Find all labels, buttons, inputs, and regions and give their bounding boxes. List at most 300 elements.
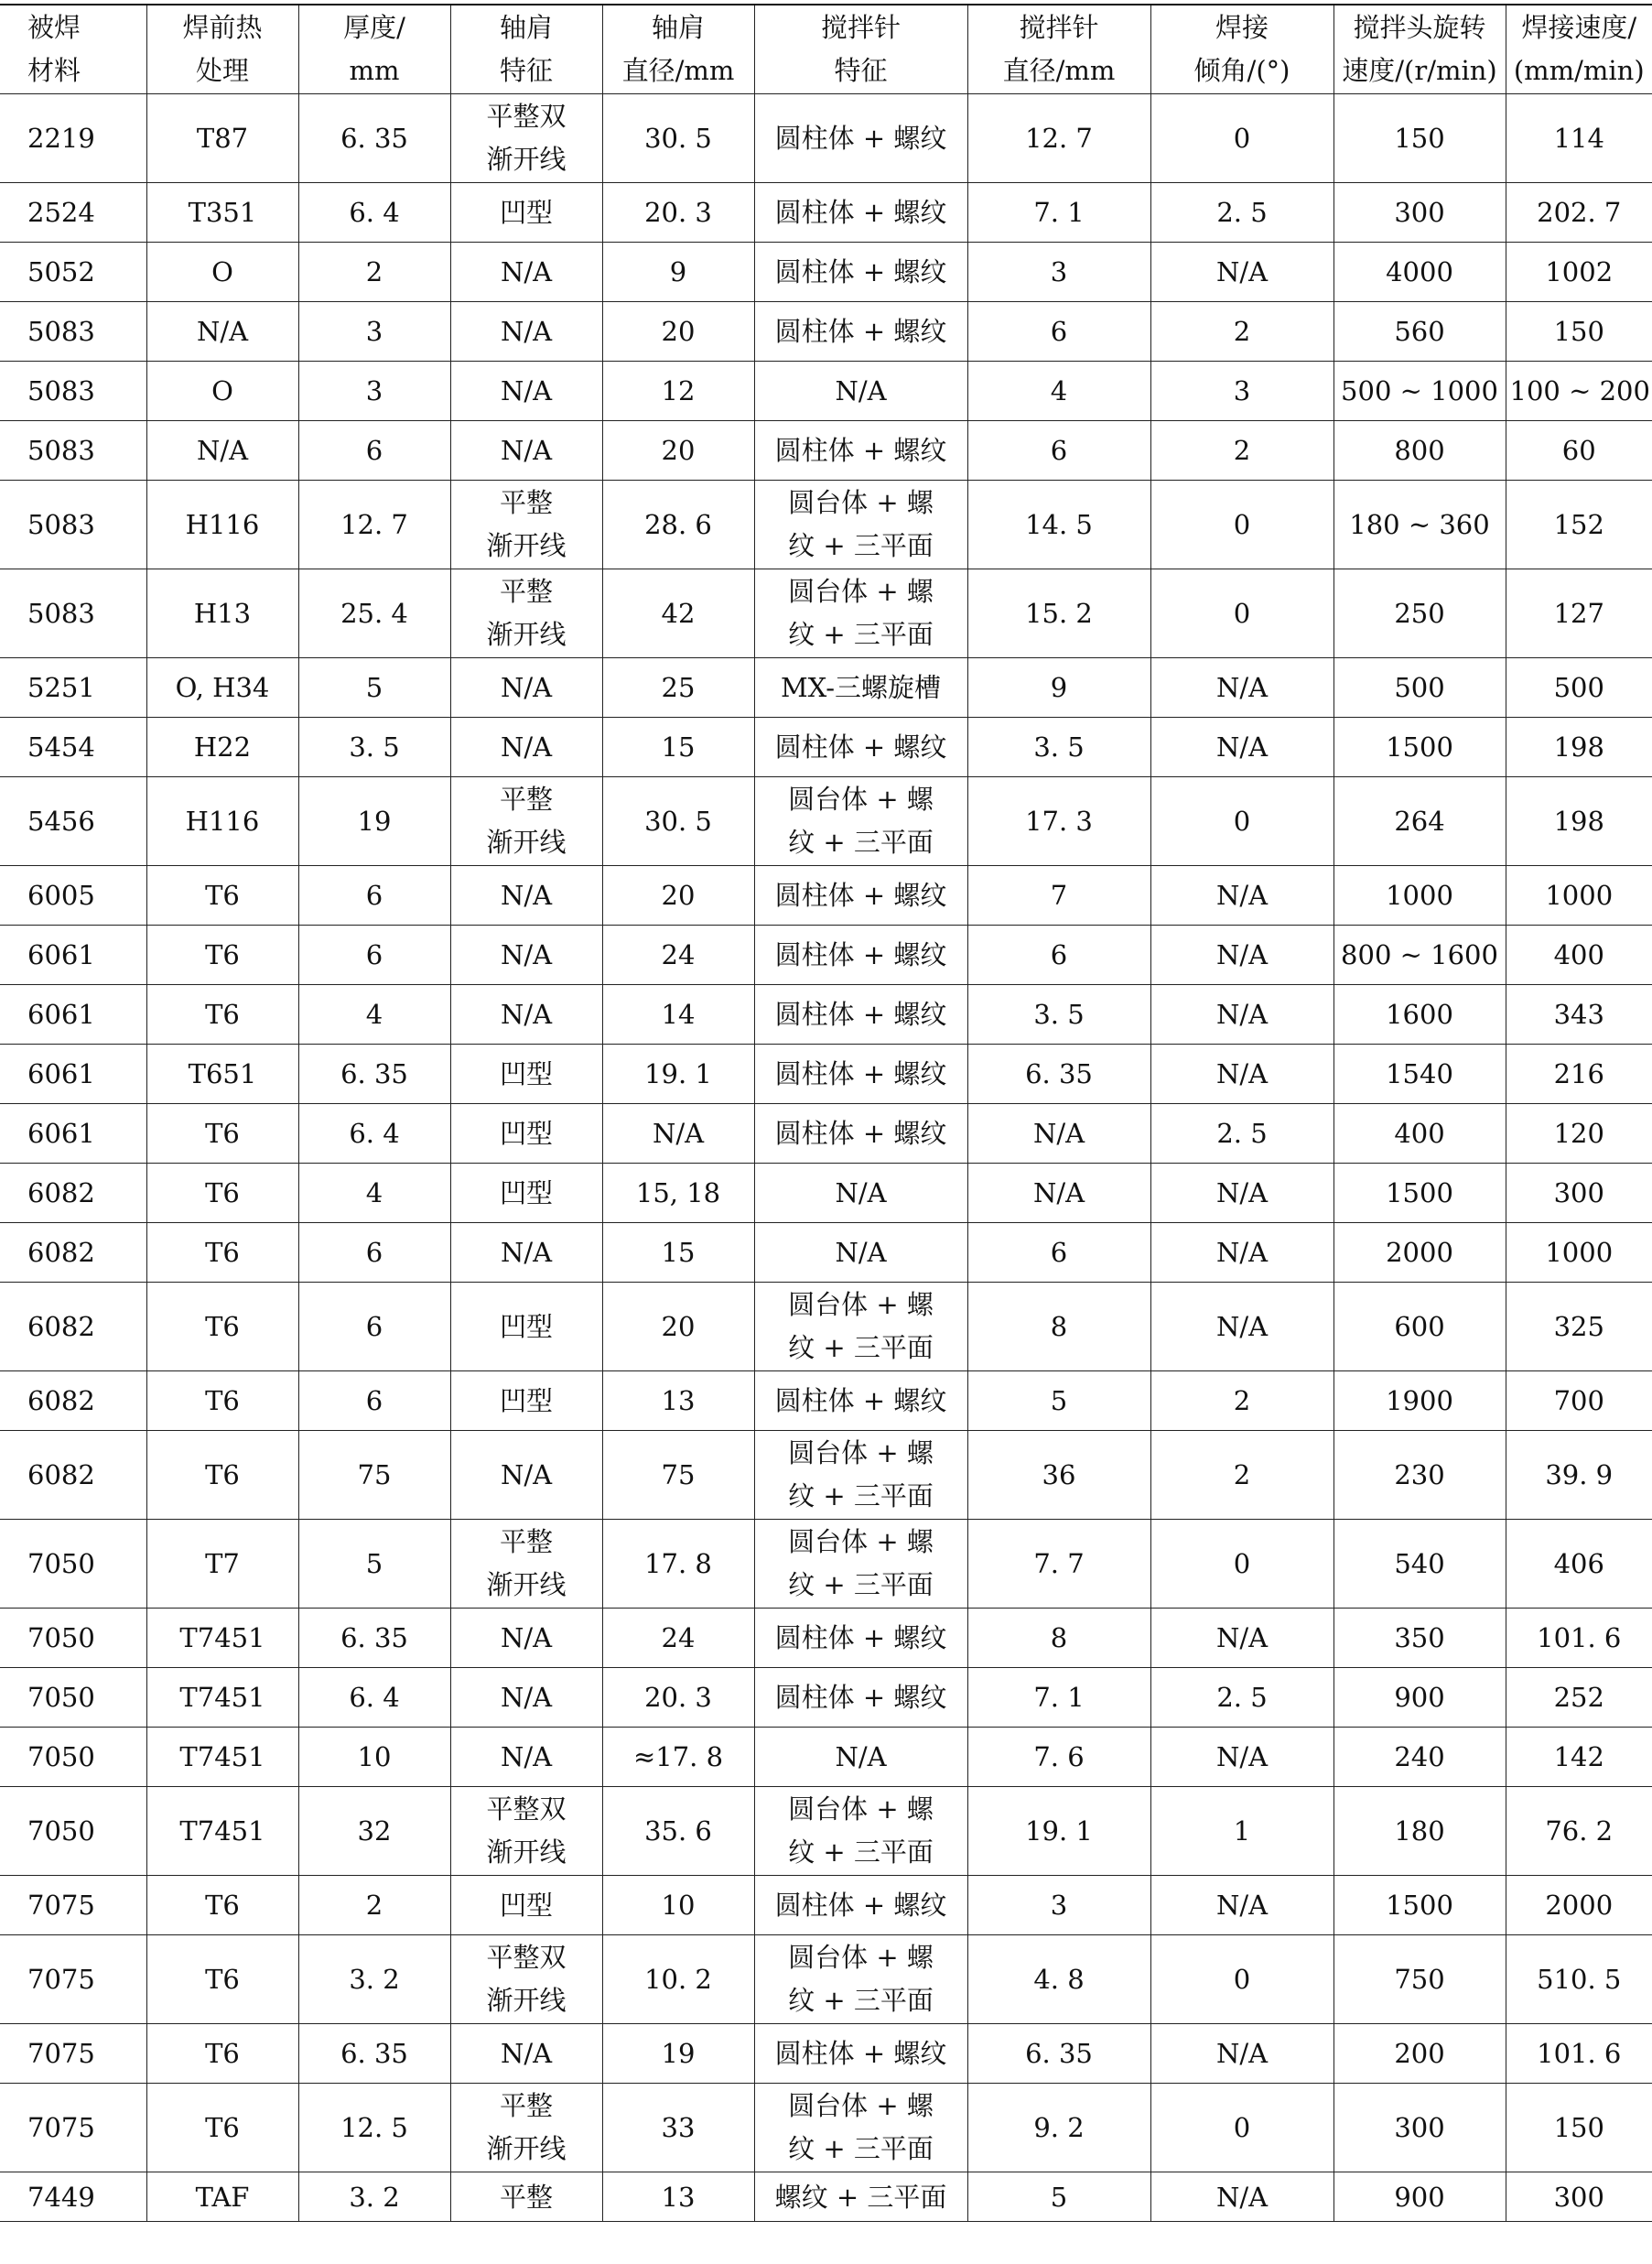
table-cell bbox=[1333, 926, 1506, 985]
cell-text: 3. 5 bbox=[1033, 731, 1085, 763]
table-cell bbox=[146, 1045, 298, 1104]
table-cell bbox=[1150, 1520, 1333, 1609]
cell-text: 152 bbox=[1553, 508, 1604, 540]
header-line: 厚度/ bbox=[343, 12, 405, 43]
cell-text: 180 bbox=[1394, 1814, 1445, 1847]
table-cell bbox=[146, 2172, 298, 2222]
table-cell bbox=[754, 1609, 967, 1668]
table-cell bbox=[1333, 866, 1506, 926]
table-cell bbox=[602, 94, 754, 183]
table-cell bbox=[450, 777, 602, 866]
table-cell bbox=[450, 1431, 602, 1520]
cell-text: N/A bbox=[1215, 2181, 1269, 2213]
table-cell bbox=[602, 569, 754, 658]
table-cell bbox=[1150, 1787, 1333, 1876]
cell-text: N/A bbox=[1215, 1176, 1269, 1208]
cell-text: 4. 8 bbox=[1033, 1963, 1085, 1995]
cell-text: 6082 bbox=[27, 1384, 95, 1416]
cell-text: 28. 6 bbox=[644, 508, 712, 540]
cell-text: 3. 2 bbox=[349, 2181, 400, 2213]
cell-text: 渐开线 bbox=[486, 530, 567, 561]
cell-text: 圆台体 + 螺 bbox=[788, 1437, 934, 1468]
table-cell bbox=[1150, 926, 1333, 985]
table-row bbox=[0, 1935, 1652, 2024]
table-cell bbox=[602, 1164, 754, 1223]
fsw-parameters-table bbox=[0, 4, 1652, 2222]
cell-text: 3 bbox=[365, 315, 383, 347]
cell-text: 0 bbox=[1233, 805, 1251, 837]
cell-text: 19 bbox=[661, 2037, 696, 2069]
cell-text: 7050 bbox=[27, 1547, 95, 1579]
table-cell bbox=[1333, 1045, 1506, 1104]
cell-text: 5083 bbox=[27, 434, 95, 466]
cell-text: 75 bbox=[357, 1458, 392, 1490]
cell-text: 0 bbox=[1233, 597, 1251, 629]
cell-text: 平整 bbox=[499, 784, 553, 815]
cell-text: T7 bbox=[205, 1547, 240, 1579]
cell-text: 6 bbox=[1050, 315, 1068, 347]
table-cell bbox=[602, 718, 754, 777]
table-cell bbox=[1506, 2084, 1652, 2172]
table-cell bbox=[146, 866, 298, 926]
table-cell bbox=[1333, 1876, 1506, 1935]
table-row bbox=[0, 1431, 1652, 1520]
cell-text: 114 bbox=[1553, 122, 1604, 154]
table-cell bbox=[298, 866, 450, 926]
cell-text: T87 bbox=[196, 122, 249, 154]
cell-text: 9 bbox=[1050, 671, 1068, 703]
cell-text: H116 bbox=[185, 805, 260, 837]
table-cell bbox=[0, 1371, 146, 1431]
cell-text: 0 bbox=[1233, 122, 1251, 154]
cell-text: 0 bbox=[1233, 508, 1251, 540]
header-line: 直径/mm bbox=[621, 55, 735, 86]
table-cell bbox=[298, 183, 450, 243]
table-cell bbox=[1333, 1283, 1506, 1371]
table-cell bbox=[450, 1787, 602, 1876]
cell-text: 7. 1 bbox=[1033, 1681, 1085, 1713]
cell-text: 6 bbox=[365, 938, 383, 970]
cell-text: 渐开线 bbox=[486, 1985, 567, 2016]
cell-text: 700 bbox=[1553, 1384, 1604, 1416]
cell-text: 252 bbox=[1553, 1681, 1604, 1713]
header-line: 处理 bbox=[195, 55, 249, 86]
table-cell bbox=[754, 1668, 967, 1728]
table-cell bbox=[754, 1164, 967, 1223]
cell-text: 6. 35 bbox=[340, 1057, 408, 1089]
cell-text: 230 bbox=[1394, 1458, 1445, 1490]
cell-text: N/A bbox=[1215, 671, 1269, 703]
cell-text: 7075 bbox=[27, 2111, 95, 2143]
cell-text: 800 bbox=[1394, 434, 1445, 466]
col-header-pin-diameter bbox=[967, 5, 1150, 94]
cell-text: 25. 4 bbox=[340, 597, 408, 629]
table-cell bbox=[602, 1104, 754, 1164]
table-cell bbox=[1150, 362, 1333, 421]
table-cell bbox=[450, 1283, 602, 1371]
table-cell bbox=[1150, 1876, 1333, 1935]
table-cell bbox=[754, 1223, 967, 1283]
cell-text: 10 bbox=[661, 1889, 696, 1921]
cell-text: 6 bbox=[365, 1236, 383, 1268]
cell-text: 5083 bbox=[27, 374, 95, 406]
cell-text: 216 bbox=[1553, 1057, 1604, 1089]
table-cell bbox=[967, 985, 1150, 1045]
cell-text: 32 bbox=[357, 1814, 392, 1847]
table-cell bbox=[967, 2084, 1150, 2172]
cell-text: 300 bbox=[1394, 2111, 1445, 2143]
cell-text: 6082 bbox=[27, 1310, 95, 1342]
header-line: (mm/min) bbox=[1513, 55, 1645, 86]
header-line: 搅拌针 bbox=[1019, 12, 1099, 43]
cell-text: O bbox=[211, 374, 233, 406]
cell-text: 42 bbox=[661, 597, 696, 629]
header-line: 轴肩 bbox=[499, 12, 553, 43]
table-cell bbox=[602, 183, 754, 243]
table-cell bbox=[1333, 1668, 1506, 1728]
cell-text: 2 bbox=[365, 1889, 383, 1921]
cell-text: N/A bbox=[500, 1740, 553, 1772]
table-cell bbox=[602, 2172, 754, 2222]
cell-text: 纹 + 三平面 bbox=[788, 1985, 934, 2016]
cell-text: 3 bbox=[365, 374, 383, 406]
cell-text: N/A bbox=[1215, 879, 1269, 911]
table-cell bbox=[967, 1876, 1150, 1935]
cell-text: 198 bbox=[1553, 805, 1604, 837]
table-cell bbox=[754, 1935, 967, 2024]
table-cell bbox=[0, 1431, 146, 1520]
cell-text: 600 bbox=[1394, 1310, 1445, 1342]
cell-text: N/A bbox=[1032, 1176, 1085, 1208]
table-cell bbox=[1333, 2024, 1506, 2084]
table-cell bbox=[602, 985, 754, 1045]
table-cell bbox=[1150, 866, 1333, 926]
cell-text: 5 bbox=[1050, 1384, 1068, 1416]
table-cell bbox=[298, 1045, 450, 1104]
cell-text: 6061 bbox=[27, 1117, 95, 1149]
cell-text: 圆台体 + 螺 bbox=[788, 1526, 934, 1557]
table-cell bbox=[754, 1876, 967, 1935]
cell-text: 30. 5 bbox=[644, 805, 712, 837]
cell-text: N/A bbox=[835, 1236, 887, 1268]
table-cell bbox=[967, 481, 1150, 569]
cell-text: N/A bbox=[500, 434, 553, 466]
table-cell bbox=[754, 302, 967, 362]
cell-text: 圆柱体 + 螺纹 bbox=[774, 255, 947, 287]
cell-text: 500 bbox=[1394, 671, 1445, 703]
cell-text: 20 bbox=[661, 434, 696, 466]
table-cell bbox=[298, 1164, 450, 1223]
cell-text: 250 bbox=[1394, 597, 1445, 629]
cell-text: 900 bbox=[1394, 2181, 1445, 2213]
table-cell bbox=[754, 2084, 967, 2172]
table-cell bbox=[1506, 718, 1652, 777]
cell-text: 0 bbox=[1233, 1963, 1251, 1995]
table-row bbox=[0, 183, 1652, 243]
cell-text: TAF bbox=[195, 2181, 250, 2213]
cell-text: 9. 2 bbox=[1033, 2111, 1085, 2143]
table-cell bbox=[1333, 183, 1506, 243]
table-row bbox=[0, 2172, 1652, 2222]
table-row bbox=[0, 777, 1652, 866]
cell-text: 14 bbox=[661, 998, 696, 1030]
table-cell bbox=[1333, 2172, 1506, 2222]
cell-text: 24 bbox=[661, 1621, 696, 1653]
cell-text: 4 bbox=[365, 1176, 383, 1208]
cell-text: 圆柱体 + 螺纹 bbox=[774, 879, 947, 911]
table-cell bbox=[1506, 243, 1652, 302]
table-cell bbox=[1150, 718, 1333, 777]
cell-text: 7449 bbox=[27, 2181, 95, 2213]
table-cell bbox=[967, 2024, 1150, 2084]
cell-text: 1000 bbox=[1386, 879, 1453, 911]
cell-text: 12. 5 bbox=[340, 2111, 408, 2143]
table-cell bbox=[1150, 94, 1333, 183]
cell-text: N/A bbox=[1215, 255, 1269, 287]
table-cell bbox=[967, 183, 1150, 243]
cell-text: T7451 bbox=[179, 1814, 265, 1847]
table-cell bbox=[1150, 1223, 1333, 1283]
cell-text: T351 bbox=[188, 196, 257, 228]
table-cell bbox=[1506, 1876, 1652, 1935]
table-cell bbox=[1150, 481, 1333, 569]
header-line: mm bbox=[349, 55, 400, 86]
table-cell bbox=[1333, 481, 1506, 569]
table-cell bbox=[0, 1609, 146, 1668]
cell-text: 19. 1 bbox=[1025, 1814, 1093, 1847]
table-cell bbox=[146, 1223, 298, 1283]
cell-text: 1500 bbox=[1386, 1889, 1453, 1921]
cell-text: 5 bbox=[1050, 2181, 1068, 2213]
cell-text: N/A bbox=[835, 374, 887, 406]
cell-text: 7. 7 bbox=[1033, 1547, 1085, 1579]
cell-text: 6 bbox=[1050, 938, 1068, 970]
cell-text: 1540 bbox=[1386, 1057, 1453, 1089]
cell-text: 325 bbox=[1553, 1310, 1604, 1342]
cell-text: 17. 3 bbox=[1025, 805, 1093, 837]
table-cell bbox=[0, 1045, 146, 1104]
table-cell bbox=[754, 926, 967, 985]
table-row bbox=[0, 1283, 1652, 1371]
cell-text: 142 bbox=[1553, 1740, 1604, 1772]
table-cell bbox=[1150, 1371, 1333, 1431]
table-cell bbox=[967, 866, 1150, 926]
cell-text: 900 bbox=[1394, 1681, 1445, 1713]
table-row bbox=[0, 2024, 1652, 2084]
table-cell bbox=[1506, 2024, 1652, 2084]
table-cell bbox=[754, 718, 967, 777]
cell-text: T6 bbox=[205, 1889, 240, 1921]
cell-text: 渐开线 bbox=[486, 144, 567, 175]
table-cell bbox=[450, 658, 602, 718]
cell-text: 150 bbox=[1553, 315, 1604, 347]
cell-text: N/A bbox=[1215, 1310, 1269, 1342]
table-cell bbox=[1150, 1431, 1333, 1520]
table-cell bbox=[146, 1935, 298, 2024]
cell-text: N/A bbox=[500, 731, 553, 763]
cell-text: 750 bbox=[1394, 1963, 1445, 1995]
cell-text: 9 bbox=[669, 255, 687, 287]
cell-text: 纹 + 三平面 bbox=[788, 2133, 934, 2164]
cell-text: N/A bbox=[1215, 998, 1269, 1030]
cell-text: 凹型 bbox=[499, 1889, 553, 1921]
cell-text: 平整双 bbox=[486, 1793, 567, 1825]
table-cell bbox=[1150, 2084, 1333, 2172]
cell-text: 3 bbox=[1050, 1889, 1068, 1921]
table-row bbox=[0, 926, 1652, 985]
cell-text: 14. 5 bbox=[1025, 508, 1093, 540]
table-cell bbox=[0, 1520, 146, 1609]
table-cell bbox=[0, 481, 146, 569]
cell-text: T6 bbox=[205, 998, 240, 1030]
table-cell bbox=[754, 866, 967, 926]
cell-text: 264 bbox=[1394, 805, 1445, 837]
cell-text: 120 bbox=[1553, 1117, 1604, 1149]
table-cell bbox=[146, 243, 298, 302]
header-line: 焊接 bbox=[1215, 12, 1269, 43]
table-row bbox=[0, 1520, 1652, 1609]
table-cell bbox=[0, 1787, 146, 1876]
table-cell bbox=[1506, 1104, 1652, 1164]
table-row bbox=[0, 1609, 1652, 1668]
table-cell bbox=[967, 1935, 1150, 2024]
table-cell bbox=[146, 569, 298, 658]
table-cell bbox=[602, 1371, 754, 1431]
cell-text: 圆柱体 + 螺纹 bbox=[774, 1117, 947, 1149]
cell-text: 渐开线 bbox=[486, 1569, 567, 1600]
cell-text: 7. 1 bbox=[1033, 196, 1085, 228]
header-line: 搅拌头旋转 bbox=[1353, 12, 1486, 43]
table-cell bbox=[450, 1223, 602, 1283]
cell-text: 7050 bbox=[27, 1740, 95, 1772]
table-cell bbox=[754, 1371, 967, 1431]
table-cell bbox=[450, 94, 602, 183]
table-cell bbox=[298, 1609, 450, 1668]
cell-text: 10. 2 bbox=[644, 1963, 712, 1995]
cell-text: 2 bbox=[1233, 315, 1251, 347]
table-cell bbox=[1506, 1371, 1652, 1431]
table-cell bbox=[1506, 1164, 1652, 1223]
table-cell bbox=[1333, 1609, 1506, 1668]
table-cell bbox=[298, 777, 450, 866]
table-cell bbox=[754, 658, 967, 718]
cell-text: 圆柱体 + 螺纹 bbox=[774, 938, 947, 970]
table-cell bbox=[146, 1520, 298, 1609]
cell-text: 35. 6 bbox=[644, 1814, 712, 1847]
cell-text: N/A bbox=[1215, 1057, 1269, 1089]
table-cell bbox=[1506, 481, 1652, 569]
cell-text: 6 bbox=[365, 1384, 383, 1416]
cell-text: 5083 bbox=[27, 508, 95, 540]
cell-text: 6061 bbox=[27, 1057, 95, 1089]
table-cell bbox=[1506, 1283, 1652, 1371]
header-line: 材料 bbox=[27, 55, 81, 86]
table-cell bbox=[1506, 1935, 1652, 2024]
cell-text: 6082 bbox=[27, 1458, 95, 1490]
cell-text: 圆台体 + 螺 bbox=[788, 2090, 934, 2121]
cell-text: 350 bbox=[1394, 1621, 1445, 1653]
table-cell bbox=[450, 985, 602, 1045]
cell-text: 6 bbox=[1050, 1236, 1068, 1268]
cell-text: 6. 4 bbox=[349, 196, 400, 228]
table-cell bbox=[298, 94, 450, 183]
table-row bbox=[0, 985, 1652, 1045]
table-cell bbox=[298, 243, 450, 302]
table-cell bbox=[450, 1371, 602, 1431]
table-row bbox=[0, 481, 1652, 569]
cell-text: 4 bbox=[365, 998, 383, 1030]
cell-text: 6061 bbox=[27, 998, 95, 1030]
table-cell bbox=[602, 1787, 754, 1876]
cell-text: 1600 bbox=[1386, 998, 1453, 1030]
table-cell bbox=[298, 1520, 450, 1609]
table-cell bbox=[967, 569, 1150, 658]
table-cell bbox=[298, 926, 450, 985]
table-row bbox=[0, 94, 1652, 183]
table-cell bbox=[967, 1668, 1150, 1728]
table-cell bbox=[967, 94, 1150, 183]
cell-text: 2. 5 bbox=[1216, 196, 1268, 228]
cell-text: 2000 bbox=[1545, 1889, 1614, 1921]
table-cell bbox=[967, 2172, 1150, 2222]
header-line: 特征 bbox=[499, 55, 553, 86]
cell-text: 2 bbox=[365, 255, 383, 287]
table-row bbox=[0, 421, 1652, 481]
table-cell bbox=[967, 1045, 1150, 1104]
cell-text: 螺纹 + 三平面 bbox=[774, 2181, 947, 2213]
table-cell bbox=[1333, 1223, 1506, 1283]
cell-text: 500 ~ 1000 bbox=[1341, 374, 1498, 406]
table-cell bbox=[146, 926, 298, 985]
cell-text: 3 bbox=[1233, 374, 1251, 406]
cell-text: 纹 + 三平面 bbox=[788, 619, 934, 650]
cell-text: T6 bbox=[205, 938, 240, 970]
table-row bbox=[0, 1164, 1652, 1223]
table-cell bbox=[0, 1876, 146, 1935]
cell-text: N/A bbox=[500, 315, 553, 347]
table-cell bbox=[1506, 1668, 1652, 1728]
cell-text: 圆台体 + 螺 bbox=[788, 1289, 934, 1320]
cell-text: N/A bbox=[500, 1621, 553, 1653]
table-cell bbox=[1333, 421, 1506, 481]
table-cell bbox=[0, 302, 146, 362]
table-cell bbox=[602, 243, 754, 302]
cell-text: 6 bbox=[365, 879, 383, 911]
table-cell bbox=[602, 302, 754, 362]
table-cell bbox=[146, 1668, 298, 1728]
table-cell bbox=[1506, 658, 1652, 718]
table-cell bbox=[754, 1728, 967, 1787]
table-cell bbox=[1333, 302, 1506, 362]
cell-text: 7. 6 bbox=[1033, 1740, 1085, 1772]
table-cell bbox=[602, 1668, 754, 1728]
table-cell bbox=[0, 718, 146, 777]
table-cell bbox=[1150, 777, 1333, 866]
table-cell bbox=[1150, 183, 1333, 243]
cell-text: N/A bbox=[1215, 1740, 1269, 1772]
table-cell bbox=[1506, 94, 1652, 183]
cell-text: N/A bbox=[835, 1176, 887, 1208]
cell-text: T6 bbox=[205, 2111, 240, 2143]
cell-text: 100 ~ 200 bbox=[1509, 374, 1650, 406]
cell-text: 7075 bbox=[27, 1889, 95, 1921]
cell-text: 平整双 bbox=[486, 1942, 567, 1973]
cell-text: 1 bbox=[1233, 1814, 1251, 1847]
table-cell bbox=[754, 1283, 967, 1371]
cell-text: 13 bbox=[661, 1384, 696, 1416]
table-cell bbox=[1506, 183, 1652, 243]
table-cell bbox=[602, 1609, 754, 1668]
